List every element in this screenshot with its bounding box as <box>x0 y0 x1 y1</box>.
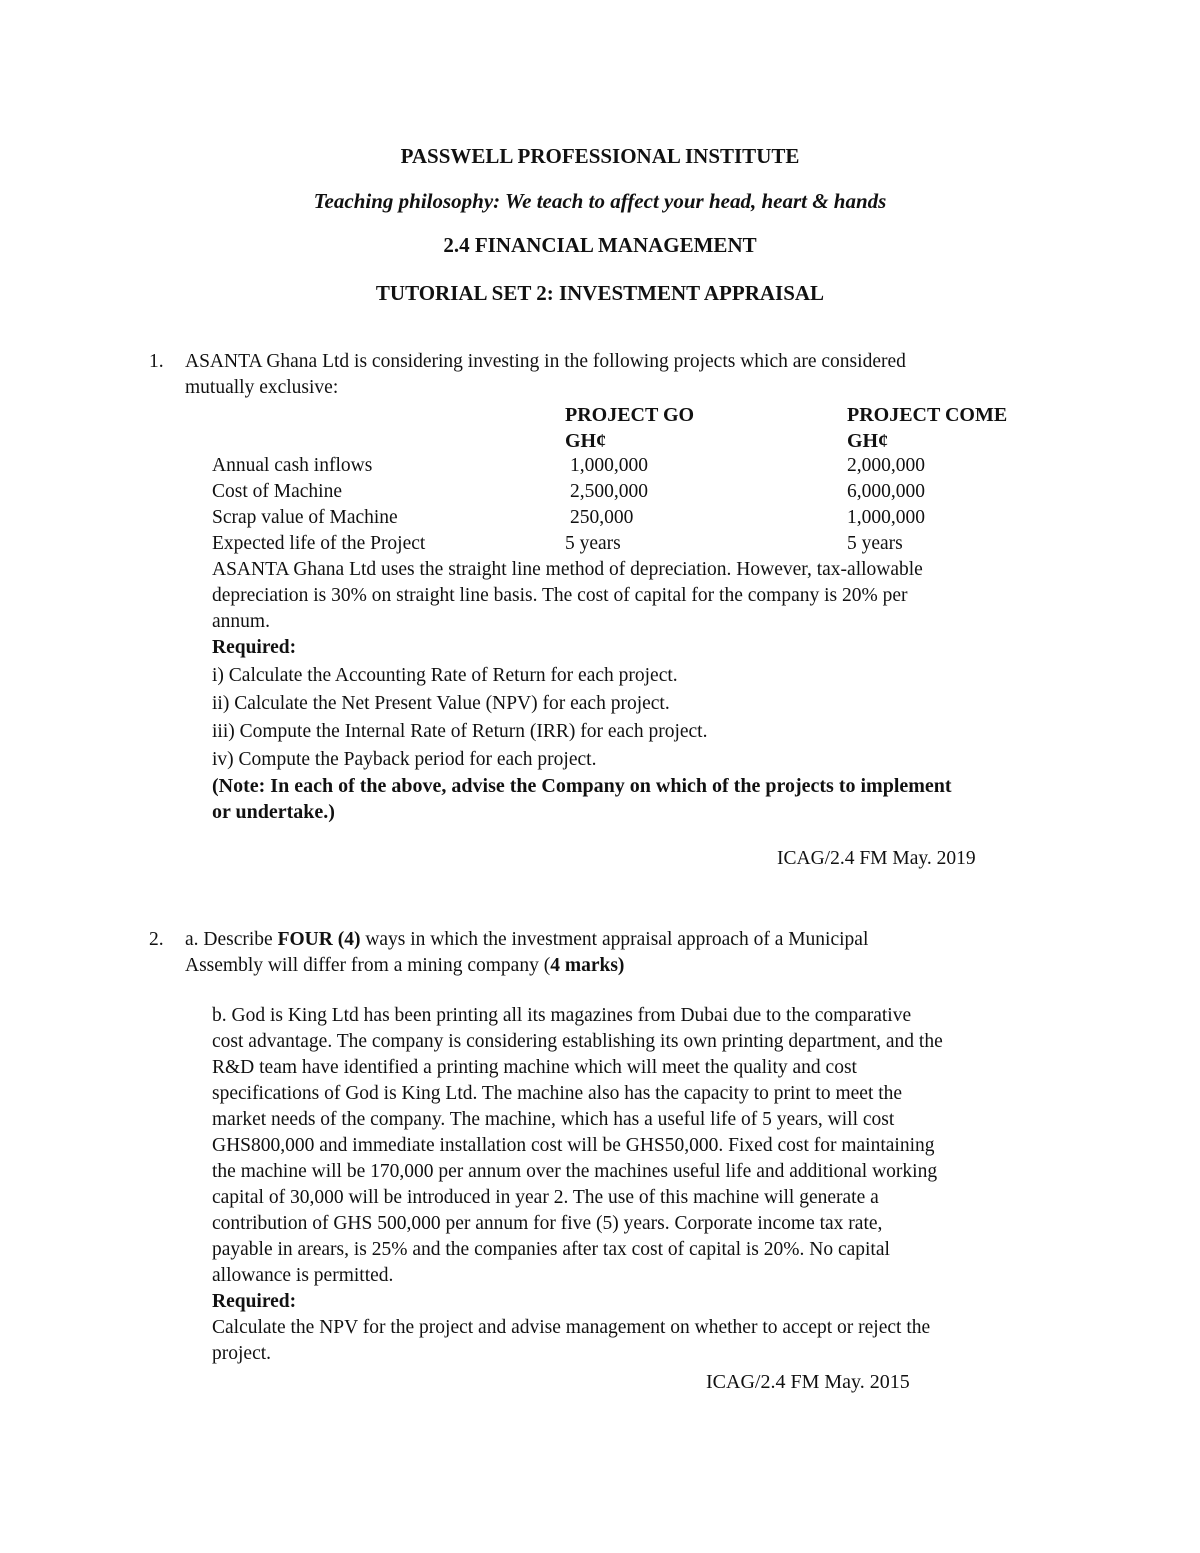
paragraph-line: depreciation is 30% on straight line basis. The cost of capital for the company is 20% per <box>212 585 908 606</box>
part-a-emphasis: FOUR (4) <box>277 929 361 950</box>
part-a-text: Assembly will differ from a mining company ( <box>185 955 551 976</box>
required-item: ii) Calculate the Net Present Value (NPV) for each project. <box>212 693 670 714</box>
table-cell-come: 6,000,000 <box>847 481 925 502</box>
part-b-line: market needs of the company. The machine, which has a useful life of 5 years, will cost <box>212 1109 895 1130</box>
part-b-line: GHS800,000 and immediate installation cost will be GHS50,000. Fixed cost for maintaining <box>212 1135 935 1156</box>
part-b-line: capital of 30,000 will be introduced in year 2. The use of this machine will generate a <box>212 1187 879 1208</box>
question-2-required-text <box>212 1315 930 1367</box>
table-cell-go: 1,000,000 <box>570 455 648 476</box>
table-cell-go: 2,500,000 <box>570 481 648 502</box>
part-b-line: allowance is permitted. <box>212 1265 394 1286</box>
intro-line: ASANTA Ghana Ltd is considering investing in the following projects which are considered <box>185 351 906 372</box>
question-1-source: ICAG/2.4 FM May. 2019 <box>777 848 976 869</box>
part-b-line: specifications of God is King Ltd. The machine also has the capacity to print to meet the <box>212 1083 903 1104</box>
part-b-line: the machine will be 170,000 per annum over the machines useful life and additional working <box>212 1161 938 1182</box>
col-currency-go: GH¢ <box>565 430 607 452</box>
paragraph-line: ASANTA Ghana Ltd uses the straight line method of depreciation. However, tax-allowable <box>212 559 923 580</box>
table-cell-go: 250,000 <box>570 507 634 528</box>
tutorial-title: TUTORIAL SET 2: INVESTMENT APPRAISAL <box>375 281 825 305</box>
intro-line: mutually exclusive: <box>185 377 339 398</box>
part-a-line <box>185 927 868 953</box>
part-b-line: cost advantage. The company is considering establishing its own printing department, and the <box>212 1031 943 1052</box>
institute-title: PASSWELL PROFESSIONAL INSTITUTE <box>400 144 800 168</box>
question-1-required: Required: <box>212 637 297 658</box>
required-line: project. <box>212 1343 272 1364</box>
note-line: or undertake.) <box>212 801 335 823</box>
table-cell-come: 5 years <box>847 533 903 554</box>
part-b-line: contribution of GHS 500,000 per annum for five (5) years. Corporate income tax rate, <box>212 1213 883 1234</box>
question-1-intro <box>185 349 906 401</box>
required-item: iii) Compute the Internal Rate of Return (IRR) for each project. <box>212 721 708 742</box>
col-header-project-come: PROJECT COME <box>847 404 1008 426</box>
table-row-label: Cost of Machine <box>212 481 342 502</box>
question-1-number: 1. <box>149 351 164 372</box>
question-2-part-a <box>185 927 868 979</box>
teaching-philosophy: Teaching philosophy: We teach to affect your head, heart & hands <box>313 189 887 213</box>
table-row-label: Scrap value of Machine <box>212 507 398 528</box>
question-2-part-b <box>212 1003 943 1289</box>
part-b-line: b. God is King Ltd has been printing all its magazines from Dubai due to the comparative <box>212 1005 912 1026</box>
part-a-text: ways in which the investment appraisal approach of a Municipal <box>360 929 869 950</box>
table-cell-go: 5 years <box>565 533 621 554</box>
required-item: iv) Compute the Payback period for each project. <box>212 749 597 770</box>
note-line: (Note: In each of the above, advise the Company on which of the projects to implement <box>212 775 952 797</box>
question-2-number: 2. <box>149 929 164 950</box>
part-a-text: a. Describe <box>185 929 278 950</box>
question-1-note <box>212 773 952 825</box>
paragraph-line: annum. <box>212 611 270 632</box>
part-a-marks: 4 marks) <box>550 955 625 976</box>
required-line: Calculate the NPV for the project and advise management on whether to accept or reject the <box>212 1317 931 1338</box>
question-2-required: Required: <box>212 1291 297 1312</box>
col-currency-come: GH¢ <box>847 430 889 452</box>
part-b-line: payable in arears, is 25% and the companies after tax cost of capital is 20%. No capital <box>212 1239 890 1260</box>
col-header-project-go: PROJECT GO <box>565 404 695 426</box>
course-title: 2.4 FINANCIAL MANAGEMENT <box>443 233 757 257</box>
table-cell-come: 2,000,000 <box>847 455 925 476</box>
required-item: i) Calculate the Accounting Rate of Return for each project. <box>212 665 678 686</box>
table-row-label: Annual cash inflows <box>212 455 373 476</box>
part-a-line <box>185 953 868 979</box>
question-2-source: ICAG/2.4 FM May. 2015 <box>706 1371 910 1393</box>
question-1-paragraph <box>212 557 923 635</box>
table-cell-come: 1,000,000 <box>847 507 925 528</box>
part-b-line: R&D team have identified a printing machine which will meet the quality and cost <box>212 1057 857 1078</box>
table-row-label: Expected life of the Project <box>212 533 426 554</box>
